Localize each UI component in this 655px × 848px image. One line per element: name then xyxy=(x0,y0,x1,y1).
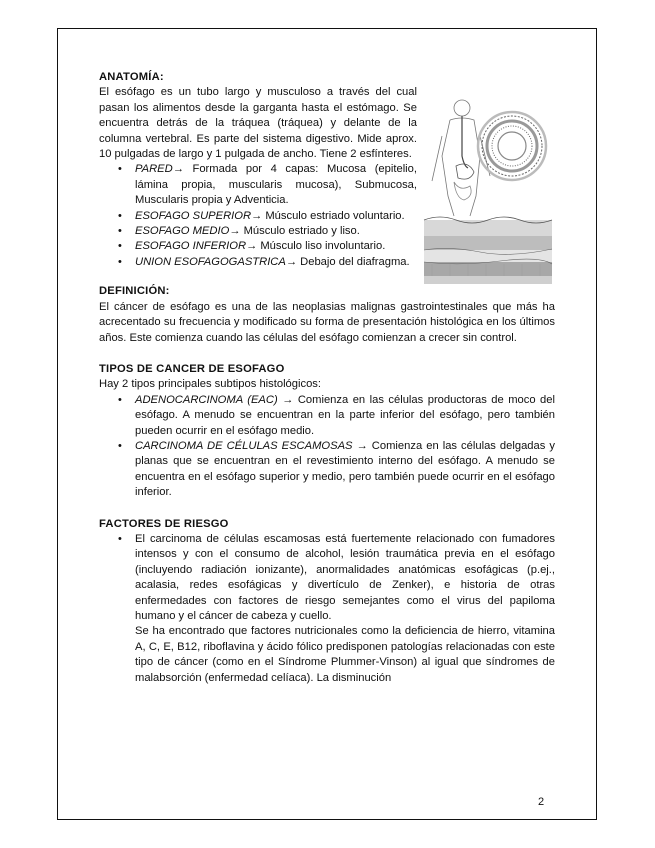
risk-item-text: El carcinoma de células escamosas está fuertemente relacionado con fumadores intensos y con el consumo de alcohol, lesión traumática previa en el esófago (incluyendo radiación ionizante), anormalidades anatómicas esofágicas (p.ej., acalasia, redes esofágicas y divertículo de Zenker), e historia de otras enfermedades con factores de riesgo semejantes como el virus del papiloma humano y el cáncer de cabeza y cuello. xyxy=(135,532,555,622)
risk-list xyxy=(99,532,555,686)
list-item: • CARCINOMA DE CÉLULAS ESCAMOSAS → Comienza en las células delgadas y planas que se encuentran en el revestimiento interno del esófago. A menudo se encuentra en el esófago superior y medio, pero también puede ocurrir en el esófago inferior. xyxy=(99,439,555,501)
list-item: • ADENOCARCINOMA (EAC) → Comienza en las células productoras de moco del esófago. A menudo se encuentran en la parte inferior del esófago, pero también pueden ocurrir en el esófago medio. xyxy=(99,393,555,439)
document-body xyxy=(99,70,555,686)
list-item: • ESOFAGO MEDIO→ Músculo estriado y liso. xyxy=(99,224,417,239)
section-heading-risk-factors: FACTORES DE RIESGO xyxy=(99,517,229,530)
list-item: • PARED→ Formada por 4 capas: Mucosa (epitelio, lámina propia, muscularis mucosa), Submucosa, Muscularis propia y Adventicia. xyxy=(99,162,417,208)
anatomy-list xyxy=(99,162,555,270)
risk-item-continuation: Se ha encontrado que factores nutricionales como la deficiencia de hierro, vitamina A, C, E, B12, riboflavina y ácido fólico predisponen patologías relacionadas con este tipo de cáncer (como en el Síndrome Plummer-Vinson) al igual que síndromes de malabsorción (enfermedad celíaca). La disminución xyxy=(135,625,555,684)
section-heading-anatomy: ANATOMÍA: xyxy=(99,71,164,83)
page-number: 2 xyxy=(538,796,545,808)
list-item: • ESOFAGO INFERIOR→ Músculo liso involuntario. xyxy=(99,239,417,254)
list-item: • ESOFAGO SUPERIOR→ Músculo estriado voluntario. xyxy=(99,209,417,224)
anatomy-intro: El esófago es un tubo largo y musculoso a través del cual pasan los alimentos desde la garganta hasta el estómago. Se encuentra detrás de la tráquea (tráquea) y delante de la columna vertebral. Es parte del sistema digestivo. Mide aprox. 10 pulgadas de largo y 1 pulgada de ancho. Tiene 2 esfínteres. xyxy=(99,86,417,161)
list-item: • UNION ESOFAGOGASTRICA→ Debajo del diafragma. xyxy=(99,255,417,270)
types-list xyxy=(99,393,555,501)
list-item xyxy=(99,532,555,686)
section-heading-definition: DEFINICIÓN: xyxy=(99,285,170,298)
types-intro: Hay 2 tipos principales subtipos histológicos: xyxy=(99,378,322,391)
definition-text: El cáncer de esófago es una de las neoplasias malignas gastrointestinales que más ha acrecentado su frecuencia y modificado su forma de presentación histológica en los últimos años. Este comienza cuando las células del esófago comienzan a crecer sin control. xyxy=(99,300,555,344)
section-heading-types: TIPOS DE CANCER DE ESOFAGO xyxy=(99,362,285,375)
